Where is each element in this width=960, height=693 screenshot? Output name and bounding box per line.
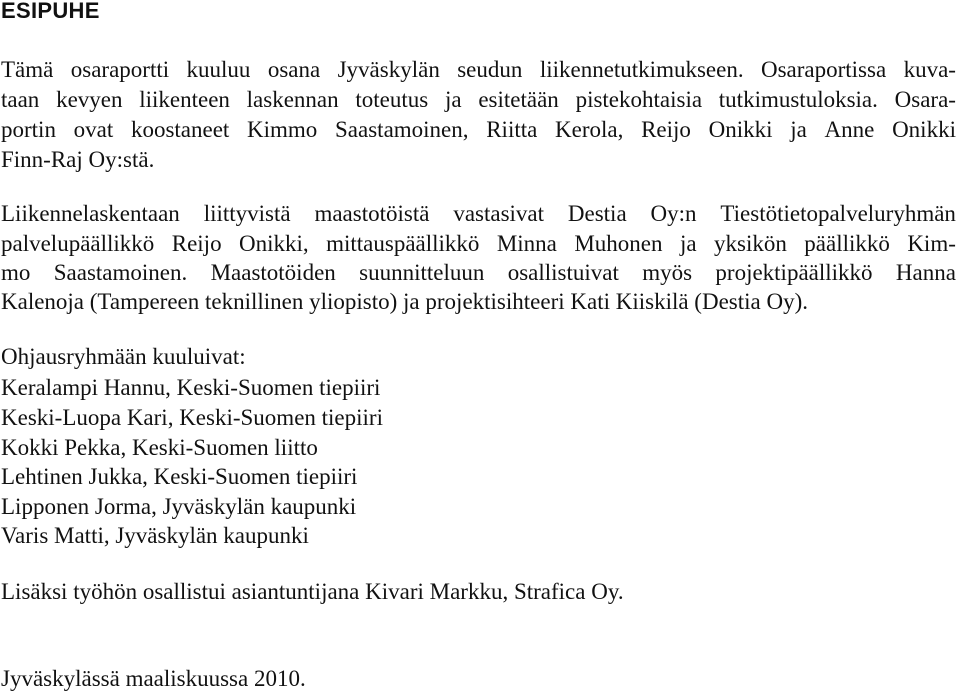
- word: osallistuivat: [507, 260, 619, 285]
- word: liikennetutkimukseen.: [539, 57, 744, 82]
- paragraph-line: Kalenoja (Tampereen teknillinen yliopisto) ja projektisihteeri Kati Kiiskilä (Destia Oy).: [1, 289, 808, 314]
- steering-group-member: Lipponen Jorma, Jyväskylän kaupunki: [1, 494, 357, 519]
- word: kuva-: [903, 57, 956, 82]
- word: tutkimustuloksia.: [718, 87, 878, 112]
- word: portin: [1, 117, 56, 142]
- word: ovat: [73, 117, 114, 142]
- word: Hanna: [895, 260, 956, 285]
- word: Onikki: [892, 117, 956, 142]
- steering-group-member: Keralampi Hannu, Keski-Suomen tiepiiri: [1, 375, 381, 400]
- word: laskennan: [246, 87, 339, 112]
- word: Onikki,: [239, 231, 309, 256]
- word: mittauspäällikkö: [326, 231, 480, 256]
- paragraph-line: [1, 200, 956, 228]
- expert-note: Lisäksi työhön osallistui asiantuntijana Kivari Markku, Strafica Oy.: [1, 579, 624, 604]
- word: ja: [790, 117, 807, 142]
- word: Oy:n: [650, 201, 697, 226]
- word: esitetään: [478, 87, 559, 112]
- word: mo: [1, 260, 31, 285]
- word: osaraportti: [70, 57, 170, 82]
- word: seudun: [457, 57, 523, 82]
- word: vastasivat: [453, 201, 545, 226]
- word: liittyvistä: [203, 201, 291, 226]
- word: Onikki: [708, 117, 773, 142]
- word: Kerola,: [555, 117, 624, 142]
- word: kevyen: [56, 87, 123, 112]
- word: ja: [679, 231, 697, 256]
- word: palvelupäällikkö: [1, 231, 155, 256]
- word: Maastotöiden: [210, 260, 336, 285]
- word: Muhonen: [574, 231, 663, 256]
- steering-group-title: Ohjausryhmään kuuluivat:: [1, 344, 246, 369]
- word: Osaraportissa: [760, 57, 887, 82]
- word: Minna: [496, 231, 557, 256]
- word: Jyväskylän: [337, 57, 440, 82]
- steering-group-member: Keski-Luopa Kari, Keski-Suomen tiepiiri: [1, 405, 383, 430]
- closing-date-line: Jyväskylässä maaliskuussa 2010.: [1, 666, 306, 691]
- page-heading: ESIPUHE: [1, 0, 100, 23]
- word: toteutus: [355, 87, 429, 112]
- word: projektipäällikkö: [715, 260, 873, 285]
- paragraph-line: [1, 259, 956, 287]
- word: päällikkö: [804, 231, 890, 256]
- word: kuuluu: [186, 57, 251, 82]
- word: osana: [267, 57, 321, 82]
- word: Liikennelaskentaan: [1, 201, 180, 226]
- word: Reijo: [641, 117, 691, 142]
- paragraph-line: [1, 116, 956, 144]
- word: Kim-: [907, 231, 956, 256]
- word: Anne: [824, 117, 875, 142]
- steering-group-member: Varis Matti, Jyväskylän kaupunki: [1, 523, 309, 548]
- word: ja: [444, 87, 462, 112]
- word: Tämä: [1, 57, 54, 82]
- word: taan: [1, 87, 40, 112]
- word: Tiestötietopalveluryhmän: [720, 201, 956, 226]
- paragraph-line: [1, 86, 956, 114]
- word: Saastamoinen.: [53, 260, 188, 285]
- word: Osara-: [894, 87, 956, 112]
- steering-group-member: Lehtinen Jukka, Keski-Suomen tiepiiri: [1, 464, 358, 489]
- word: yksikön: [714, 231, 787, 256]
- steering-group-member: Kokki Pekka, Keski-Suomen liitto: [1, 435, 318, 460]
- word: maastotöistä: [314, 201, 430, 226]
- paragraph-line: [1, 56, 956, 84]
- word: myös: [642, 260, 693, 285]
- word: liikenteen: [139, 87, 230, 112]
- word: Saastamoinen,: [335, 117, 469, 142]
- word: Reijo: [171, 231, 222, 256]
- word: suunnitteluun: [359, 260, 485, 285]
- word: koostaneet: [130, 117, 230, 142]
- paragraph-line: Finn-Raj Oy:stä.: [1, 147, 155, 172]
- word: Kimmo: [247, 117, 318, 142]
- paragraph-line: [1, 230, 956, 258]
- word: pistekohtaisia: [575, 87, 703, 112]
- word: Destia: [567, 201, 627, 226]
- word: Riitta: [486, 117, 538, 142]
